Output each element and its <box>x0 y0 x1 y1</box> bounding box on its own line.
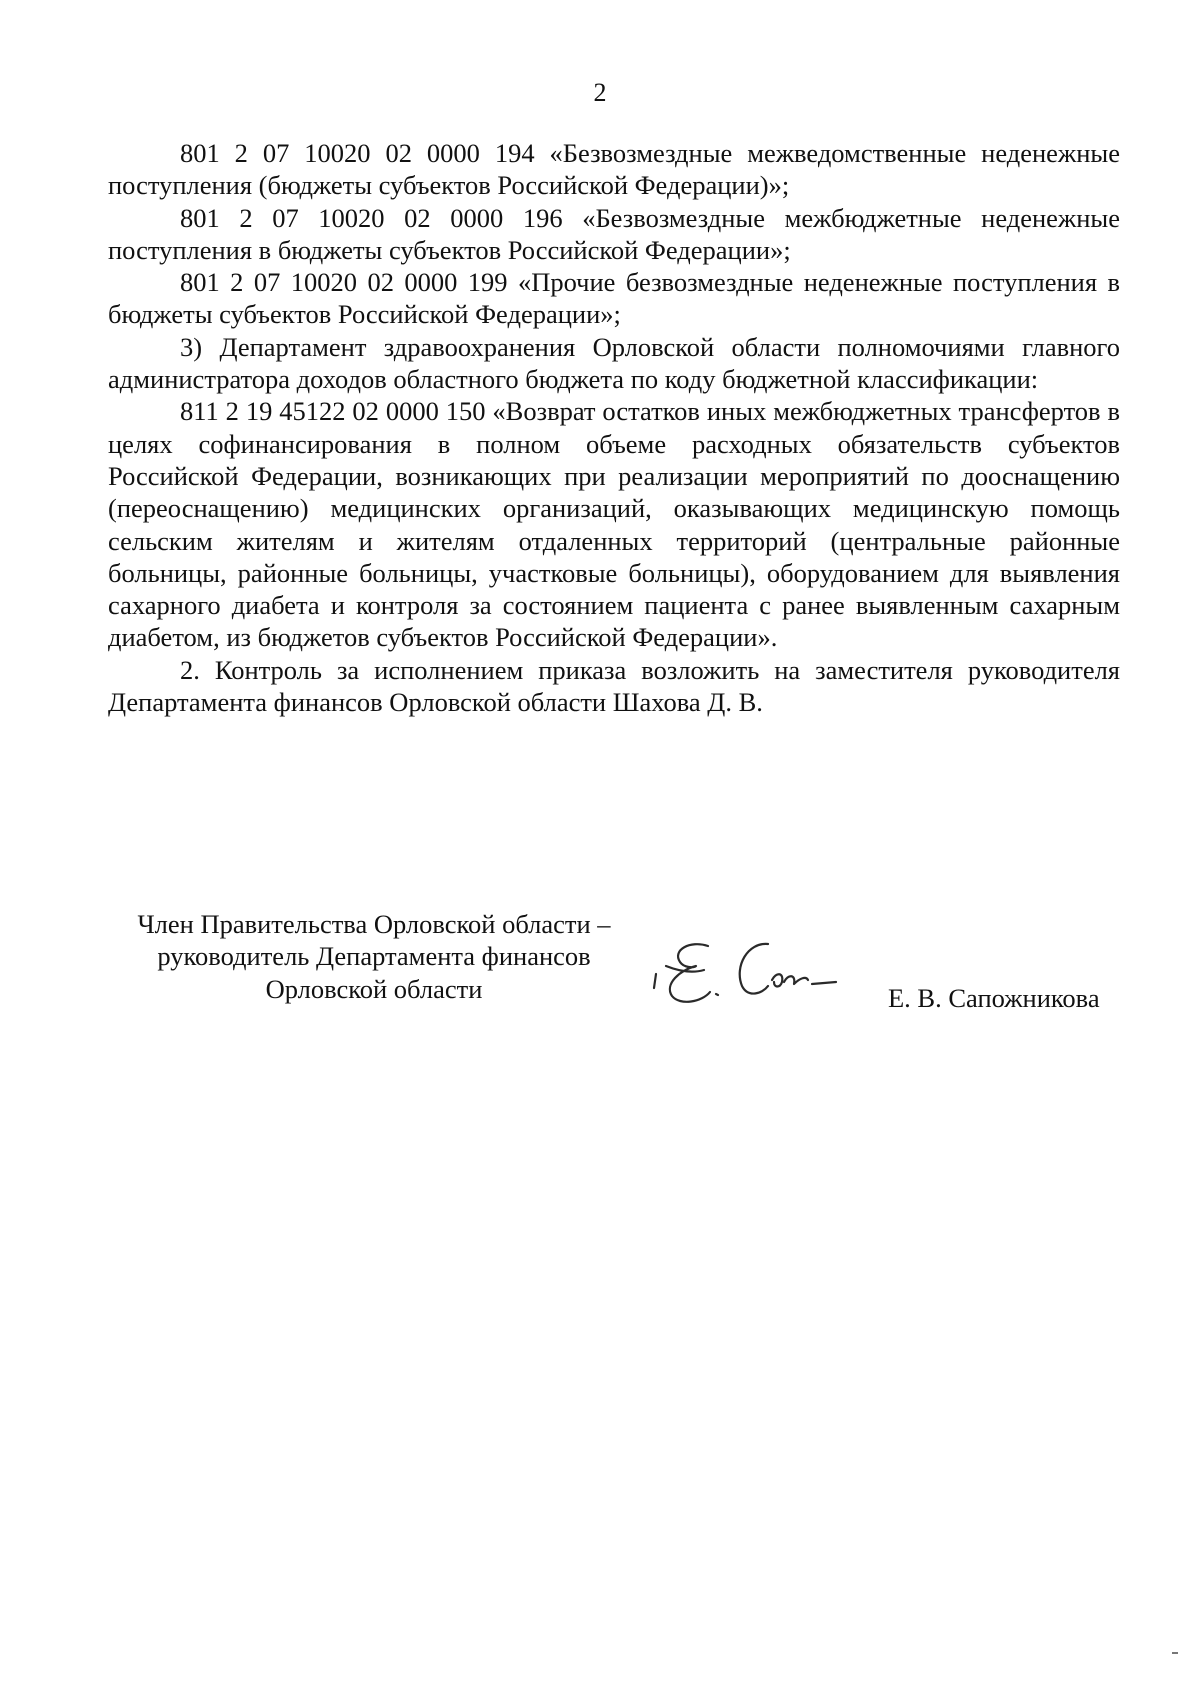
signer-name: Е. В. Сапожникова <box>888 983 1100 1013</box>
paragraph-health-department: 3) Департамент здравоохранения Орловской области полномочиями главного администратора доходов областного бюджета по коду бюджетной классификации: <box>108 331 1120 395</box>
paragraph-budget-code-811: 811 2 19 45122 02 0000 150 «Возврат остатков иных межбюджетных трансфертов в целях софинансирования в полном объеме расходных обязательств субъектов Российской Федерации, возникающих при реализации мероприятий по дооснащению (переоснащению) медицинских организаций, оказывающих медицинскую помощь сельским жителям и жителям отдаленных территорий (центральные районные больницы, районные больницы, участковые больницы), оборудованием для выявления сахарного диабета и контроля за состоянием пациента с ранее выявленным сахарным диабетом, из бюджетов субъектов Российской Федерации». <box>108 396 1120 653</box>
document-body <box>108 137 1120 718</box>
position-line-2: руководитель Департамента финансов <box>157 941 591 972</box>
paragraph-budget-code-194: 801 2 07 10020 02 0000 194 «Безвозмездные межведомственные неденежные поступления (бюджеты субъектов Российской Федерации)»; <box>108 138 1120 201</box>
page-number: 2 <box>593 78 607 107</box>
signatory-position <box>104 908 644 1005</box>
position-line-3: Орловской области <box>265 973 483 1004</box>
paragraph-budget-code-199: 801 2 07 10020 02 0000 199 «Прочие безвозмездные неденежные поступления в бюджеты субъектов Российской Федерации»; <box>108 267 1120 330</box>
scan-artifact <box>1172 1652 1178 1654</box>
paragraph-budget-code-196: 801 2 07 10020 02 0000 196 «Безвозмездные межбюджетные неденежные поступления в бюджеты субъектов Российской Федерации»; <box>108 202 1120 265</box>
position-line-1: Член Правительства Орловской области – <box>137 909 611 939</box>
handwritten-signature <box>650 930 840 1020</box>
paragraph-control-clause: 2. Контроль за исполнением приказа возложить на заместителя руководителя Департамента финансов Орловской области Шахова Д. В. <box>108 654 1120 718</box>
